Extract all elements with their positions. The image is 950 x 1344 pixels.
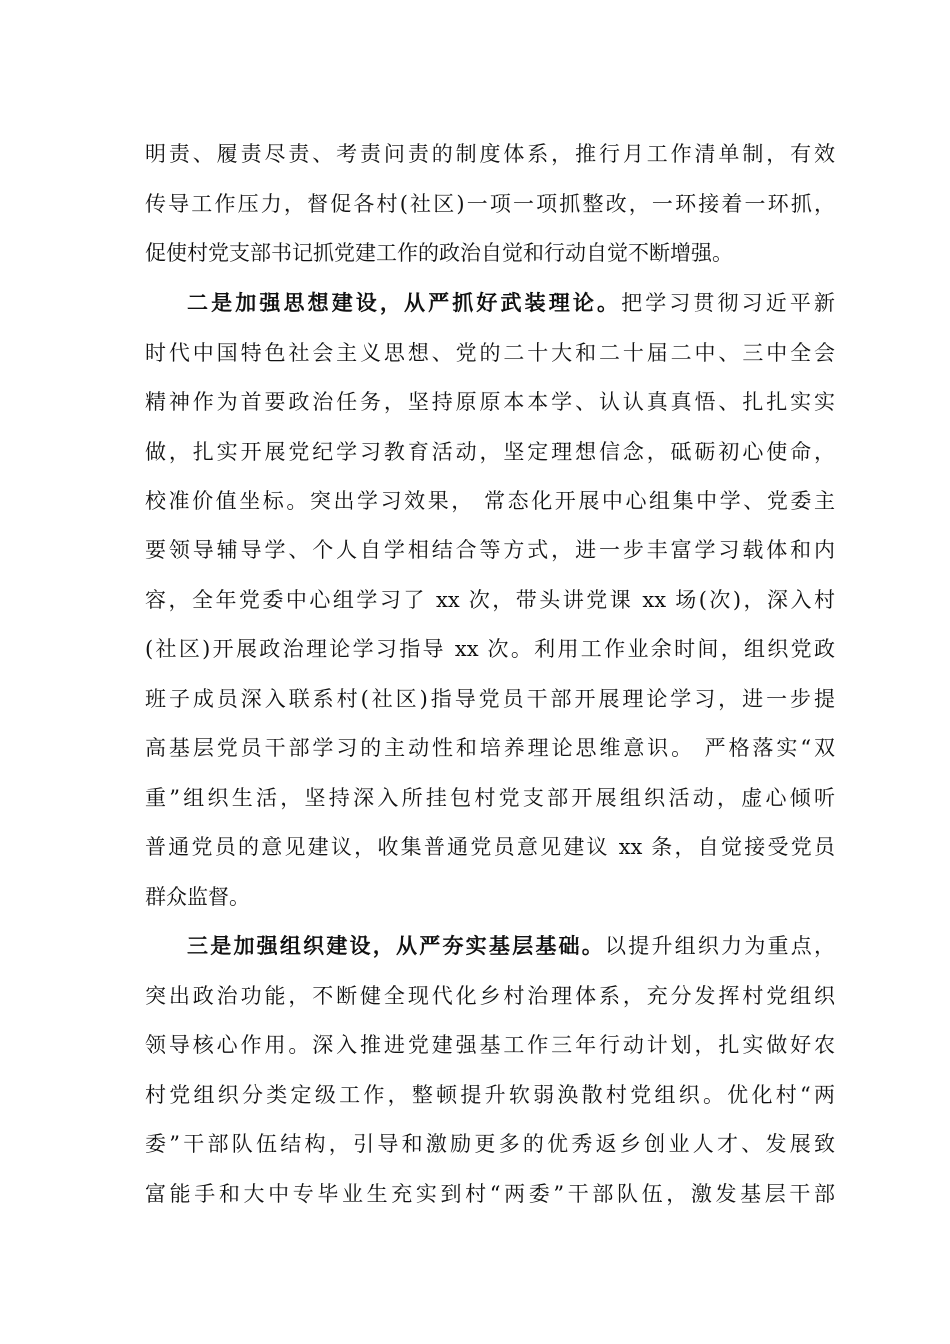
text-line: 普通党员的意见建议，收集普通党员意见建议 xx 条，自觉接受党员 xyxy=(145,835,835,859)
text-line: 容，全年党委中心组学习了 xx 次，带头讲党课 xx 场(次)，深入村 xyxy=(145,588,835,612)
text-line: 重”组织生活，坚持深入所挂包村党支部开展组织活动，虚心倾听 xyxy=(145,786,835,810)
text-line: 精神作为首要政治任务，坚持原原本本学、认认真真悟、扎扎实实 xyxy=(145,390,835,414)
text-line: 时代中国特色社会主义思想、党的二十大和二十届二中、三中全会 xyxy=(145,341,835,365)
text-line: 促使村党支部书记抓党建工作的政治自觉和行动自觉不断增强。 xyxy=(145,241,733,265)
text-line: 班子成员深入联系村(社区)指导党员干部开展理论学习，进一步提 xyxy=(145,687,835,711)
text-line: 领导核心作用。深入推进党建强基工作三年行动计划，扎实做好农 xyxy=(145,1033,835,1057)
paragraph-heading-line xyxy=(187,928,835,964)
text-line: 群众监督。 xyxy=(145,885,250,909)
text-run: 把学习贯彻习近平新 xyxy=(621,291,835,315)
paragraph-heading-line xyxy=(187,285,835,321)
text-line: 村党组织分类定级工作，整顿提升软弱涣散村党组织。优化村“两 xyxy=(145,1083,835,1107)
paragraph-heading: 三是加强组织建设，从严夯实基层基础。 xyxy=(187,934,605,958)
text-line: 做，扎实开展党纪学习教育活动，坚定理想信念，砥砺初心使命， xyxy=(145,440,835,464)
text-line: (社区)开展政治理论学习指导 xx 次。利用工作业余时间，组织党政 xyxy=(145,637,835,661)
text-line: 突出政治功能，不断健全现代化乡村治理体系，充分发挥村党组织 xyxy=(145,984,835,1008)
text-line: 高基层党员干部学习的主动性和培养理论思维意识。 严格落实“双 xyxy=(145,736,835,760)
text-line: 校准价值坐标。突出学习效果， 常态化开展中心组集中学、党委主 xyxy=(145,489,835,513)
text-line: 要领导辅导学、个人自学相结合等方式，进一步丰富学习载体和内 xyxy=(145,538,835,562)
text-line: 委”干部队伍结构，引导和激励更多的优秀返乡创业人才、发展致 xyxy=(145,1132,835,1156)
text-line: 明责、履责尽责、考责问责的制度体系，推行月工作清单制，有效 xyxy=(145,142,835,166)
text-line: 传导工作压力，督促各村(社区)一项一项抓整改，一环接着一环抓， xyxy=(145,192,835,216)
text-line: 富能手和大中专毕业生充实到村“两委”干部队伍，激发基层干部 xyxy=(145,1182,835,1206)
paragraph-heading: 二是加强思想建设，从严抓好武装理论。 xyxy=(187,291,622,315)
text-run: 以提升组织力为重点， xyxy=(605,934,835,958)
